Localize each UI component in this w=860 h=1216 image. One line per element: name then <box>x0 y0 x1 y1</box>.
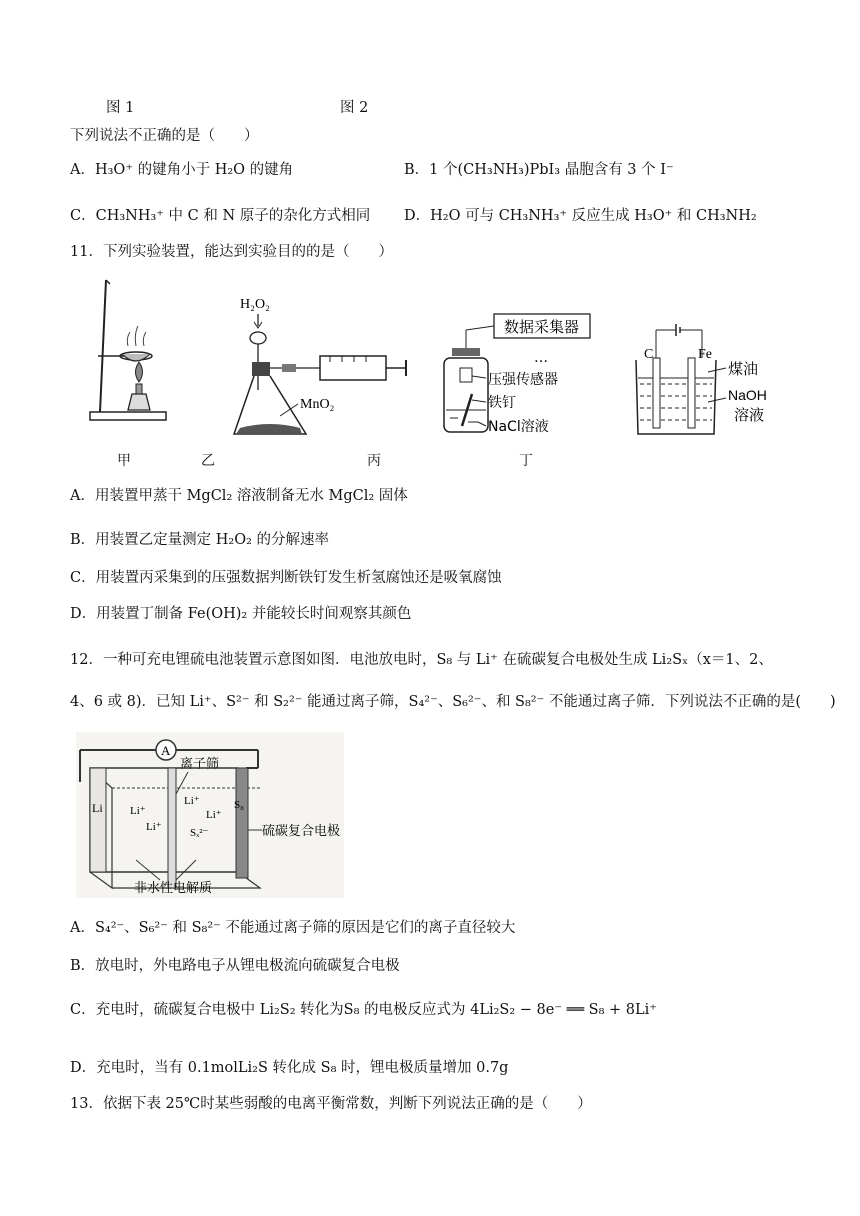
s8-electrode-label: S₈ <box>234 799 244 811</box>
bing-collector-text: 数据采集器 <box>504 318 580 336</box>
apparatus-yi-label: 乙 <box>201 453 215 469</box>
apparatus-bing-figure <box>438 310 598 440</box>
q10-option-b: B．1 个(CH₃NH₃)PbI₃ 晶胞含有 3 个 I⁻ <box>404 162 674 178</box>
apparatus-bing-label: 丙 <box>367 453 381 469</box>
li-ion-3: Li⁺ <box>184 795 200 807</box>
q10-option-d: D．H₂O 可与 CH₃NH₃⁺ 反应生成 H₃O⁺ 和 CH₃NH₂ <box>404 208 757 224</box>
ammeter-label: A <box>161 743 171 758</box>
bing-sensor-text: 压强传感器 <box>488 372 558 388</box>
apparatus-yi-figure <box>230 290 410 440</box>
q10-stem: 下列说法不正确的是（ ） <box>70 128 259 144</box>
q11-option-a: A．用装置甲蒸干 MgCl₂ 溶液制备无水 MgCl₂ 固体 <box>70 488 408 504</box>
li-ion-2: Li⁺ <box>146 821 162 833</box>
ion-sieve-label: 离子筛 <box>180 757 220 772</box>
q12-option-c: C．充电时，硫碳复合电极中 Li₂S₂ 转化为S₈ 的电极反应式为 4Li₂S₂ − 8e⁻ ══ S₈ + 8Li⁺ <box>70 1002 657 1018</box>
ding-c-text: C <box>644 347 654 362</box>
q11-option-d: D．用装置丁制备 Fe(OH)₂ 并能较长时间观察其颜色 <box>70 606 412 622</box>
li-electrode-label: Li <box>92 801 103 815</box>
battery-diagram <box>76 732 344 898</box>
electrolyte-label: 非水性电解质 <box>134 881 213 896</box>
q11-option-c: C．用装置丙采集到的压强数据判断铁钉发生析氢腐蚀还是吸氧腐蚀 <box>70 570 502 586</box>
q12-option-b: B．放电时，外电路电子从锂电极流向硫碳复合电极 <box>70 958 400 974</box>
apparatus-ding-label: 丁 <box>519 453 533 469</box>
li-ion-1: Li⁺ <box>130 805 146 817</box>
figure-1-label: 图 1 <box>106 100 135 116</box>
bing-dots-text: … <box>534 350 548 366</box>
figure-2-label: 图 2 <box>340 100 369 116</box>
q10-option-a: A．H₃O⁺ 的键角小于 H₂O 的键角 <box>70 162 294 178</box>
sulfur-carbon-electrode-label: 硫碳复合电极 <box>262 824 341 839</box>
q12-stem-line2: 4、6 或 8)．已知 Li⁺、S²⁻ 和 S₂²⁻ 能通过离子筛，S₄²⁻、S₆²⁻、和 S₈²⁻ 不能通过离子筛．下列说法不正确的是( ) <box>70 694 836 710</box>
q12-option-a: A．S₄²⁻、S₆²⁻ 和 S₈²⁻ 不能通过离子筛的原因是它们的离子直径较大 <box>70 920 516 936</box>
ding-fe-text: Fe <box>698 347 712 362</box>
ding-naoh-text: NaOH <box>728 387 767 403</box>
q12-stem-line1: 12．一种可充电锂硫电池装置示意图如图．电池放电时，S₈ 与 Li⁺ 在硫碳复合电极处生成 Li₂Sₓ（x＝1、2、 <box>70 652 773 668</box>
bing-nail-text: 铁钉 <box>488 395 516 411</box>
bing-solution-text: NaCl溶液 <box>488 419 549 435</box>
q12-option-d: D．充电时，当有 0.1molLi₂S 转化成 S₈ 时，锂电极质量增加 0.7g <box>70 1060 509 1076</box>
ding-sol-text: 溶液 <box>734 406 765 424</box>
li-ion-4: Li⁺ <box>206 809 222 821</box>
ding-oil-text: 煤油 <box>728 360 759 378</box>
apparatus-jia-figure <box>88 276 168 426</box>
sx-ion: Sₓ²⁻ <box>190 827 209 839</box>
q13-stem: 13．依据下表 25℃时某些弱酸的电离平衡常数，判断下列说法正确的是（ ） <box>70 1096 592 1112</box>
q11-option-b: B．用装置乙定量测定 H₂O₂ 的分解速率 <box>70 532 330 548</box>
q10-option-c: C．CH₃NH₃⁺ 中 C 和 N 原子的杂化方式相同 <box>70 208 371 224</box>
apparatus-ding-figure <box>632 318 792 442</box>
yi-h2o2-text: H₂O₂ <box>240 297 270 312</box>
yi-mno2-text: MnO₂ <box>300 397 335 412</box>
apparatus-jia-label: 甲 <box>117 453 131 469</box>
q11-stem: 11．下列实验装置，能达到实验目的的是（ ） <box>70 244 393 260</box>
